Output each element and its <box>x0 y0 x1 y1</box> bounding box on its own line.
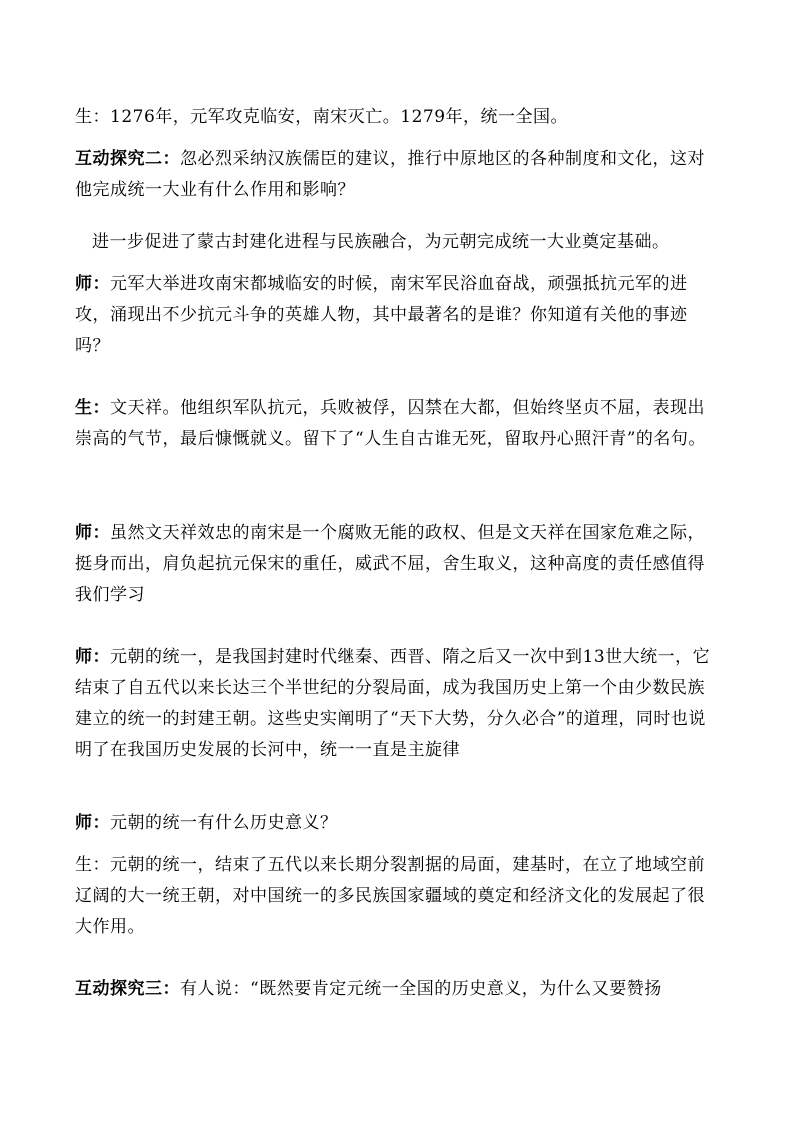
paragraph-text: 进一步促进了蒙古封建化进程与民族融合，为元朝完成统一大业奠定基础。 <box>92 232 670 252</box>
speaker-label: 师： <box>75 523 110 543</box>
paragraph-text: 文天祥。他组织军队抗元，兵败被俘，囚禁在大都，但始终坚贞不屈，表现出崇高的气节，最后慷慨就义。留下了“人生自古谁无死，留取丹心照汗青”的名句。 <box>75 398 706 449</box>
speaker-label: 生： <box>75 107 110 127</box>
speaker-label: 生： <box>75 855 110 875</box>
paragraph-student-3 <box>75 850 721 943</box>
paragraph-text: 元军大举进攻南宋都城临安的时候，南宋军民浴血奋战，顽强抵抗元军的进攻，涌现出不少抗元斗争的英雄人物，其中最著名的是谁？你知道有关他的事迹吗？ <box>75 274 688 356</box>
speaker-label: 师： <box>75 274 110 294</box>
paragraph-text: 有人说：“既然要肯定元统一全国的历史意义，为什么又要赞扬 <box>180 979 662 999</box>
paragraph-text: 元朝的统一，是我国封建时代继秦、西晋、隋之后又一次中到13世大统一，它结束了自五代以来长达三个半世纪的分裂局面，成为我国历史上第一个由少数民族建立的统一的封建王朝。这些史实阐明了“天下大势，分久必合”的道理，同时也说明了在我国历史发展的长河中，统一一直是主旋律 <box>75 647 711 760</box>
paragraph-text: 虽然文天祥效忠的南宋是一个腐败无能的政权、但是文天祥在国家危难之际，挺身而出，肩负起抗元保宋的重任，威武不屈，舍生取义，这种高度的责任感值得我们学习 <box>75 523 705 605</box>
paragraph-answer-2 <box>75 227 721 258</box>
speaker-label: 生： <box>75 398 110 418</box>
paragraph-teacher-3 <box>75 642 721 766</box>
speaker-label: 互动探究二： <box>75 149 180 169</box>
paragraph-inquiry-3 <box>75 974 721 1005</box>
speaker-label: 师： <box>75 647 110 667</box>
speaker-label: 互动探究三： <box>75 979 180 999</box>
paragraph-text: 元朝的统一有什么历史意义？ <box>110 813 338 833</box>
paragraph-teacher-1 <box>75 269 721 362</box>
paragraph-student-1 <box>75 102 721 133</box>
paragraph-teacher-4 <box>75 808 721 839</box>
paragraph-text: 忽必烈采纳汉族儒臣的建议，推行中原地区的各种制度和文化，这对他完成统一大业有什么作用和影响？ <box>75 149 705 200</box>
paragraph-inquiry-2 <box>75 144 721 206</box>
paragraph-text: 元朝的统一，结束了五代以来长期分裂割据的局面，建基时，在立了地域空前辽阔的大一统王朝，对中国统一的多民族国家疆域的奠定和经济文化的发展起了很大作用。 <box>75 855 705 937</box>
speaker-label: 师： <box>75 813 110 833</box>
paragraph-student-2 <box>75 393 721 455</box>
paragraph-text: 1276年，元军攻克临安，南宋灭亡。1279年，统一全国。 <box>110 107 569 127</box>
paragraph-teacher-2 <box>75 518 721 611</box>
